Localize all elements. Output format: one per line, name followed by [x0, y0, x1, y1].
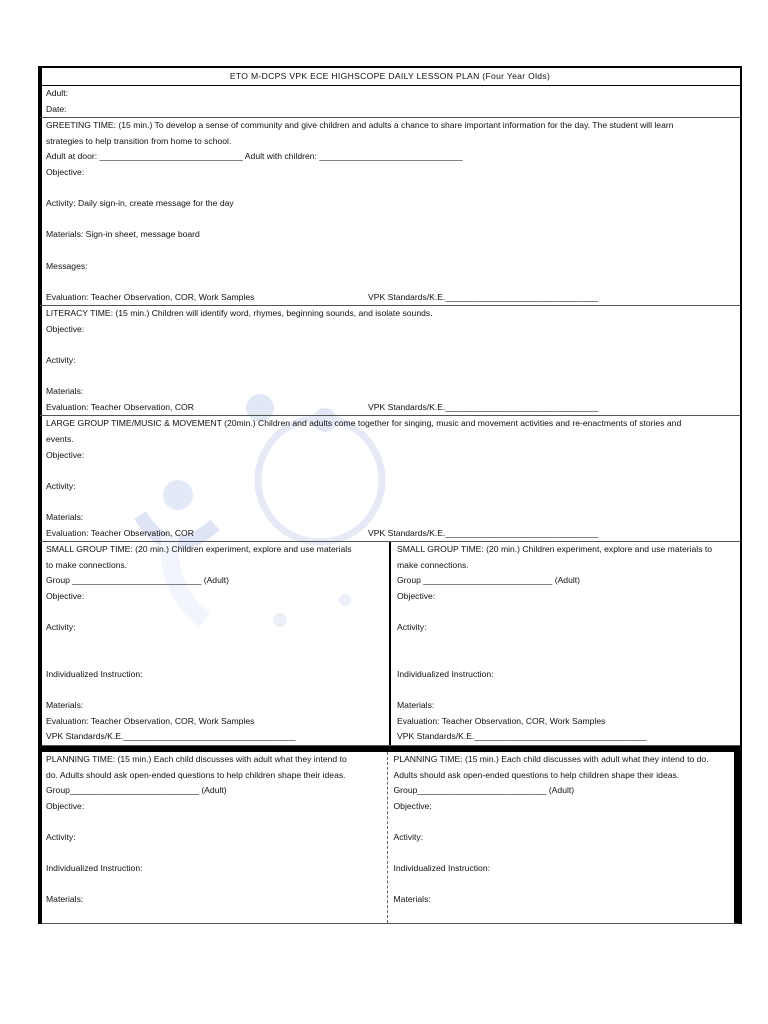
- greeting-adults: Adult at door: ______________________________ Adult with children: ______________________________: [46, 151, 463, 162]
- header-section: [40, 86, 740, 118]
- literacy-materials: Materials:: [46, 386, 84, 397]
- planning-materials: Materials:: [393, 894, 431, 905]
- literacy-section: [40, 306, 740, 416]
- small-group-heading-cont: make connections.: [397, 559, 469, 570]
- small-group-row: [40, 542, 740, 746]
- small-group-group: Group ___________________________ (Adult): [397, 575, 581, 586]
- planning-activity: Activity:: [46, 831, 76, 842]
- planning-individualized: Individualized Instruction:: [46, 863, 143, 874]
- greeting-materials: Materials: Sign-in sheet, message board: [46, 229, 200, 240]
- greeting-vpk: VPK Standards/K.E.________________________________: [368, 291, 599, 302]
- greeting-activity: Activity: Daily sign-in, create message for the day: [46, 198, 234, 209]
- large-group-activity: Activity:: [46, 480, 76, 491]
- planning-row: [40, 746, 740, 925]
- planning-activity: Activity:: [393, 831, 424, 842]
- greeting-evaluation: Evaluation: Teacher Observation, COR, Work Samples: [46, 291, 255, 302]
- large-group-heading: LARGE GROUP TIME/MUSIC & MOVEMENT (20min.) Children and adults come together for singing, music and movement activities and re-enactments of stories and: [46, 418, 682, 429]
- small-group-heading: SMALL GROUP TIME: (20 min.) Children experiment, explore and use materials: [46, 544, 352, 555]
- large-group-heading-cont: events.: [46, 434, 74, 445]
- planning-objective: Objective:: [393, 800, 432, 811]
- large-group-evaluation: Evaluation: Teacher Observation, COR: [46, 527, 194, 538]
- large-group-vpk: VPK Standards/K.E.________________________________: [368, 527, 599, 538]
- small-group-evaluation: Evaluation: Teacher Observation, COR, Work Samples: [46, 715, 255, 726]
- small-group-group: Group ___________________________ (Adult): [46, 575, 230, 586]
- planning-heading: PLANNING TIME: (15 min.) Each child discusses with adult what they intend to do.: [393, 753, 709, 764]
- small-group-materials: Materials:: [46, 700, 84, 711]
- greeting-section: [40, 118, 740, 306]
- large-group-section: [40, 416, 740, 542]
- small-group-heading-cont: to make connections.: [46, 559, 128, 570]
- small-group-individualized: Individualized Instruction:: [46, 668, 143, 679]
- literacy-evaluation: Evaluation: Teacher Observation, COR: [46, 401, 194, 412]
- planning-group: Group___________________________ (Adult): [393, 785, 575, 796]
- planning-materials: Materials:: [46, 894, 84, 905]
- planning-right: [387, 752, 735, 924]
- planning-individualized: Individualized Instruction:: [393, 863, 490, 874]
- literacy-activity: Activity:: [46, 355, 76, 366]
- page-title: ETO M-DCPS VPK ECE HIGHSCOPE DAILY LESSON PLAN (Four Year Olds): [40, 68, 740, 86]
- date-label: Date:: [46, 103, 67, 114]
- planning-heading-cont: Adults should ask open-ended questions to help children shape their ideas.: [393, 769, 680, 780]
- greeting-heading-cont: strategies to help transition from home to school.: [46, 135, 232, 146]
- large-group-materials: Materials:: [46, 512, 84, 523]
- small-group-materials: Materials:: [397, 700, 435, 711]
- adult-label: Adult:: [46, 88, 68, 98]
- planning-left: [40, 752, 387, 924]
- planning-heading-cont: do. Adults should ask open-ended questions to help children shape their ideas.: [46, 769, 346, 780]
- lesson-plan-form: [38, 66, 742, 924]
- small-group-vpk: VPK Standards/K.E.____________________________________: [46, 731, 296, 742]
- large-group-eval-row: [46, 526, 734, 542]
- planning-heading: PLANNING TIME: (15 min.) Each child discusses with adult what they intend to: [46, 753, 347, 764]
- literacy-eval-row: [46, 400, 734, 416]
- planning-group: Group___________________________ (Adult): [46, 785, 227, 796]
- literacy-vpk: VPK Standards/K.E.________________________________: [368, 401, 599, 412]
- small-group-activity: Activity:: [46, 622, 76, 633]
- small-group-individualized: Individualized Instruction:: [397, 668, 494, 679]
- planning-objective: Objective:: [46, 800, 85, 811]
- small-group-heading: SMALL GROUP TIME: (20 min.) Children experiment, explore and use materials to: [397, 544, 713, 555]
- small-group-objective: Objective:: [397, 591, 436, 601]
- literacy-objective: Objective:: [46, 323, 85, 334]
- greeting-eval-row: [46, 290, 734, 306]
- large-group-objective: Objective:: [46, 449, 85, 460]
- greeting-objective: Objective:: [46, 166, 85, 177]
- small-group-activity: Activity:: [397, 622, 427, 633]
- literacy-heading: LITERACY TIME: (15 min.) Children will identify word, rhymes, beginning sounds, and isolate sounds.: [46, 308, 433, 319]
- small-group-evaluation: Evaluation: Teacher Observation, COR, Work Samples: [397, 715, 606, 726]
- small-group-left: [40, 542, 389, 745]
- greeting-messages: Messages:: [46, 260, 88, 271]
- greeting-heading: GREETING TIME: (15 min.) To develop a sense of community and give children and adults a chance to share important information for the day. The student will learn: [46, 120, 674, 131]
- small-group-objective: Objective:: [46, 591, 85, 601]
- small-group-right: [389, 542, 740, 745]
- small-group-vpk: VPK Standards/K.E.____________________________________: [397, 731, 647, 742]
